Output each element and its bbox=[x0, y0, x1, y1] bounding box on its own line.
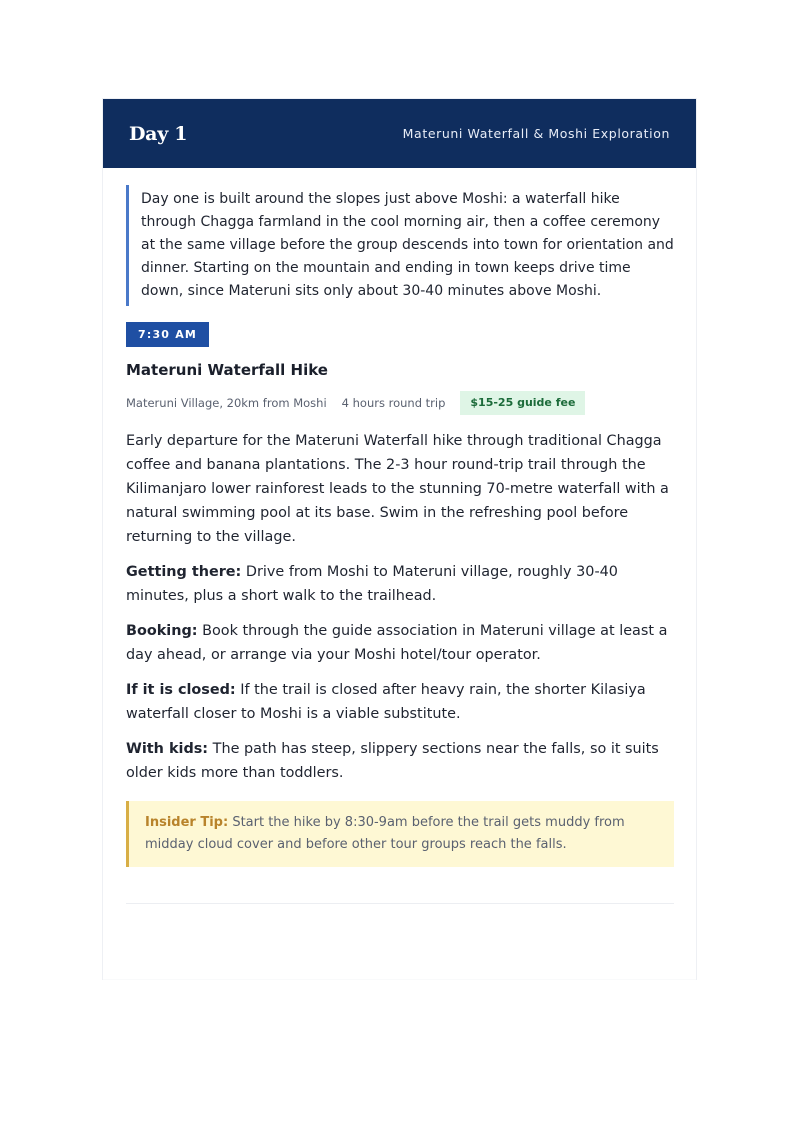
tip-label: Insider Tip: bbox=[145, 815, 229, 830]
detail-booking bbox=[126, 619, 674, 667]
insider-tip bbox=[126, 801, 674, 867]
day-header bbox=[103, 99, 696, 168]
detail-with-kids bbox=[126, 737, 674, 785]
activity-duration: 4 hours round trip bbox=[341, 396, 446, 410]
detail-label: Getting there: bbox=[126, 564, 242, 580]
detail-label: Booking: bbox=[126, 623, 198, 639]
section-divider bbox=[126, 903, 674, 904]
detail-text: The path has steep, slippery sections near the falls, so it suits older kids more than toddlers. bbox=[126, 741, 659, 781]
time-badge: 7:30 AM bbox=[126, 322, 209, 347]
day-subtitle: Materuni Waterfall & Moshi Exploration bbox=[402, 126, 670, 141]
detail-label: With kids: bbox=[126, 741, 209, 757]
detail-text: Drive from Moshi to Materuni village, roughly 30-40 minutes, plus a short walk to the trailhead. bbox=[126, 564, 618, 604]
detail-getting-there bbox=[126, 560, 674, 608]
card-fade bbox=[103, 940, 696, 1000]
day-content bbox=[103, 168, 696, 904]
activity-description: Early departure for the Materuni Waterfall hike through traditional Chagga coffee and banana plantations. The 2-3 hour round-trip trail through the Kilimanjaro lower rainforest leads to the stunning 70-metre waterfall with a natural swimming pool at its base. Swim in the refreshing pool before returning to the village. bbox=[126, 433, 669, 545]
activity-location: Materuni Village, 20km from Moshi bbox=[126, 396, 327, 410]
detail-text: Book through the guide association in Materuni village at least a day ahead, or arrange via your Moshi hotel/tour operator. bbox=[126, 623, 668, 663]
day-intro: Day one is built around the slopes just above Moshi: a waterfall hike through Chagga farmland in the cool morning air, then a coffee ceremony at the same village before the group descends into town for orientation and dinner. Starting on the mountain and ending in town keeps drive time down, since Materuni sits only about 30-40 minutes above Moshi. bbox=[126, 185, 674, 306]
detail-if-closed bbox=[126, 678, 674, 726]
fee-badge: $15-25 guide fee bbox=[460, 391, 585, 415]
day-title: Day 1 bbox=[129, 122, 188, 145]
day-card bbox=[103, 99, 696, 979]
tip-text: Start the hike by 8:30-9am before the trail gets muddy from midday cloud cover and before other tour groups reach the falls. bbox=[145, 815, 625, 852]
detail-label: If it is closed: bbox=[126, 682, 236, 698]
activity-meta bbox=[126, 391, 674, 415]
detail-text: If the trail is closed after heavy rain, the shorter Kilasiya waterfall closer to Moshi is a viable substitute. bbox=[126, 682, 646, 722]
activity-title: Materuni Waterfall Hike bbox=[126, 361, 328, 379]
